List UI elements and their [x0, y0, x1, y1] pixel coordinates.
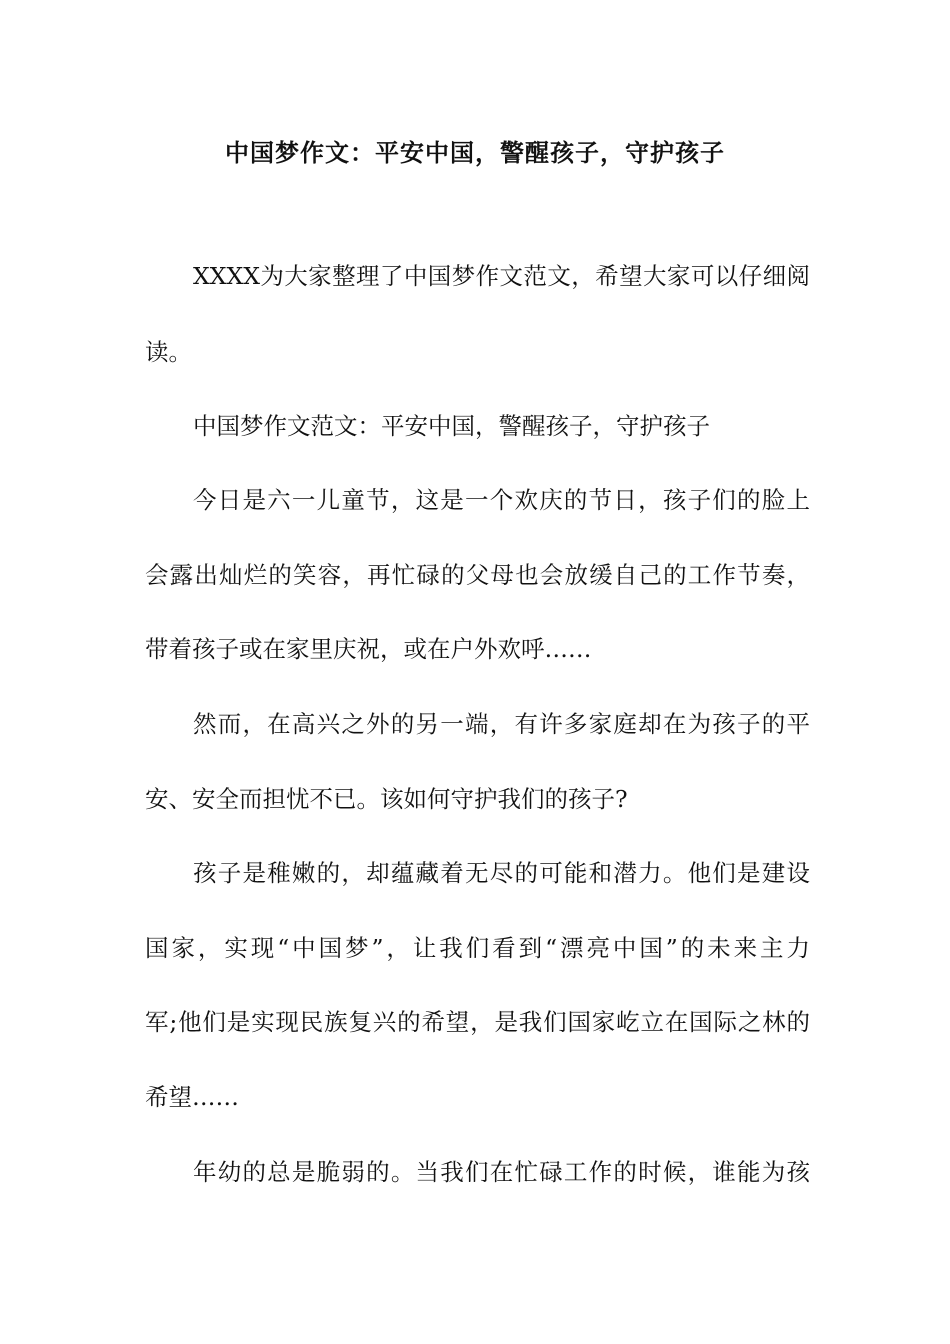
paragraph-line: 带着孩子或在家里庆祝，或在户外欢呼…… [145, 635, 592, 663]
paragraph-line: 中国梦作文范文：平安中国，警醒孩子，守护孩子 [193, 412, 710, 440]
paragraph-line: 读。 [145, 338, 192, 366]
paragraph-line: 今日是六一儿童节，这是一个欢庆的节日，孩子们的脸上 [193, 486, 810, 514]
document-title: 中国梦作文：平安中国，警醒孩子，守护孩子 [225, 138, 725, 167]
paragraph-line: 然而，在高兴之外的另一端，有许多家庭却在为孩子的平 [193, 710, 810, 738]
paragraph-line: 国家，实现“中国梦”，让我们看到“漂亮中国”的未来主力 [145, 934, 810, 962]
paragraph-line: 会露出灿烂的笑容，再忙碌的父母也会放缓自己的工作节奏， [145, 561, 810, 589]
paragraph-line: XXXX为大家整理了中国梦作文范文，希望大家可以仔细阅 [193, 262, 810, 290]
paragraph-line: 年幼的总是脆弱的。当我们在忙碌工作的时候，谁能为孩 [193, 1158, 810, 1186]
paragraph-line: 孩子是稚嫩的，却蕴藏着无尽的可能和潜力。他们是建设 [193, 859, 810, 887]
paragraph-line: 安、安全而担忧不已。该如何守护我们的孩子? [145, 785, 628, 813]
paragraph-line: 军;他们是实现民族复兴的希望，是我们国家屹立在国际之林的 [145, 1008, 810, 1036]
paragraph-line: 希望…… [145, 1083, 239, 1111]
